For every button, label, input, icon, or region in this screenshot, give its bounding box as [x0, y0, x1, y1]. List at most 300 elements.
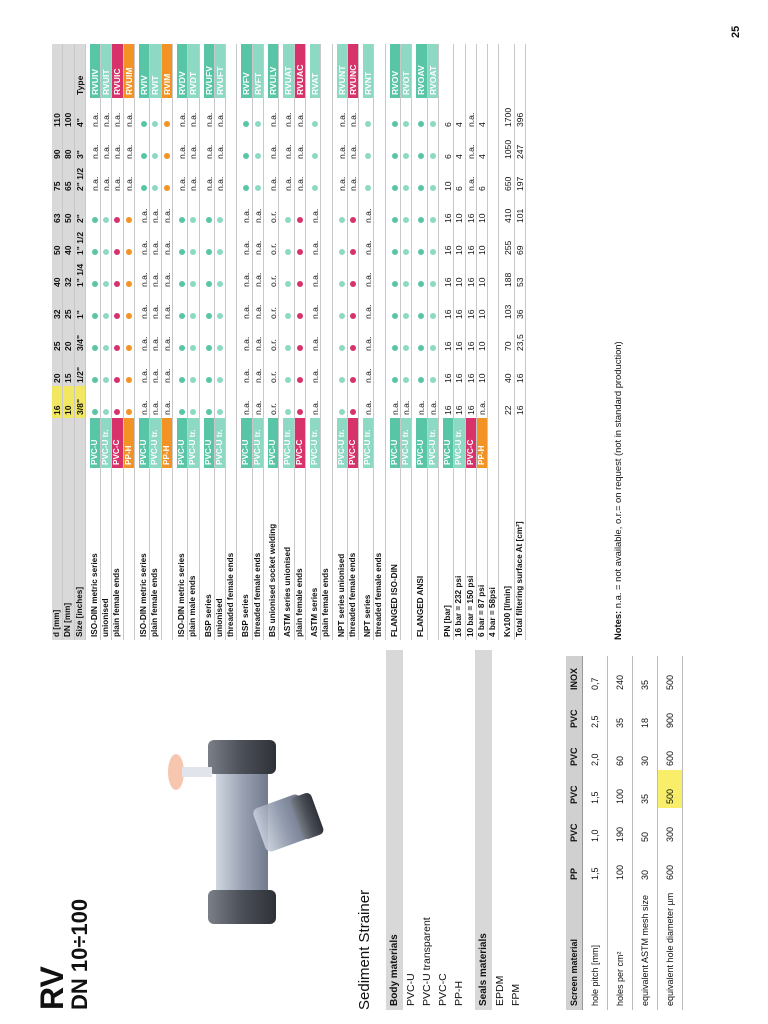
- table-row: [443, 44, 454, 640]
- type-spacer: [321, 44, 332, 98]
- availability-cell: [294, 194, 305, 226]
- availability-cell: [347, 354, 358, 386]
- table-row: [161, 44, 172, 640]
- availability-cell: n.a.: [252, 258, 263, 290]
- screen-cell: 50: [633, 808, 658, 846]
- availability-cell: n.a.: [465, 130, 476, 162]
- availability-cell: 16: [443, 386, 454, 418]
- type-code: RVFT: [252, 44, 263, 98]
- availability-cell: [214, 226, 225, 258]
- availability-cell: [252, 162, 263, 194]
- type-code: RVUIT: [101, 44, 112, 98]
- availability-cell: n.a.: [363, 386, 374, 418]
- type-code: RVOAV: [416, 44, 427, 98]
- availability-dot-icon: [339, 409, 345, 415]
- availability-dot-icon: [92, 281, 98, 287]
- screen-cell: 35: [608, 694, 633, 732]
- availability-cell: [401, 98, 412, 130]
- availability-cell: 10: [454, 194, 465, 226]
- availability-dot-icon: [206, 345, 212, 351]
- availability-cell: n.a.: [465, 162, 476, 194]
- availability-dot-icon: [141, 121, 147, 127]
- availability-dot-icon: [418, 153, 424, 159]
- empty-cell: [488, 226, 499, 258]
- empty-cell: [488, 258, 499, 290]
- availability-dot-icon: [430, 345, 436, 351]
- availability-cell: 16: [454, 290, 465, 322]
- availability-dot-icon: [92, 217, 98, 223]
- table-row: [416, 44, 427, 640]
- availability-dot-icon: [297, 409, 303, 415]
- availability-dot-icon: [190, 345, 196, 351]
- type-spacer: [488, 44, 499, 98]
- availability-dot-icon: [114, 217, 120, 223]
- availability-cell: [101, 194, 112, 226]
- availability-dot-icon: [164, 121, 170, 127]
- availability-cell: [294, 258, 305, 290]
- material-spacer: [226, 418, 237, 468]
- availability-dot-icon: [179, 377, 185, 383]
- availability-dot-icon: [403, 377, 409, 383]
- empty-cell: [321, 194, 332, 226]
- availability-dot-icon: [350, 377, 356, 383]
- availability-dot-icon: [403, 153, 409, 159]
- notes: [612, 341, 623, 640]
- screen-cell: 1,5: [583, 770, 608, 808]
- availability-cell: n.a.: [294, 162, 305, 194]
- body-material-item: PVC-U transparent: [421, 917, 433, 1006]
- table-row: [112, 44, 123, 640]
- type-spacer: [514, 44, 525, 98]
- availability-cell: [337, 226, 348, 258]
- availability-cell: [177, 354, 188, 386]
- availability-cell: [310, 162, 321, 194]
- table-row: [283, 44, 294, 640]
- availability-cell: 16: [443, 226, 454, 258]
- availability-cell: [337, 194, 348, 226]
- availability-cell: 16: [443, 354, 454, 386]
- availability-dot-icon: [164, 185, 170, 191]
- series-description: 6 bar = 87 psi: [476, 468, 487, 640]
- availability-cell: [214, 354, 225, 386]
- availability-cell: n.a.: [241, 354, 252, 386]
- availability-dot-icon: [403, 345, 409, 351]
- availability-dot-icon: [392, 249, 398, 255]
- table-row: [241, 44, 252, 640]
- availability-cell: n.a.: [188, 98, 199, 130]
- surface-row-cell: 53: [514, 258, 525, 290]
- availability-cell: n.a.: [139, 322, 150, 354]
- type-spacer: [226, 44, 237, 98]
- availability-cell: [214, 194, 225, 226]
- availability-cell: [188, 322, 199, 354]
- screen-cell: 60: [608, 732, 633, 770]
- availability-dot-icon: [365, 121, 371, 127]
- availability-dot-icon: [418, 377, 424, 383]
- availability-cell: [123, 322, 134, 354]
- availability-cell: [241, 162, 252, 194]
- type-code: RVULV: [268, 44, 279, 98]
- availability-dot-icon: [103, 377, 109, 383]
- type-code: RVOAT: [427, 44, 438, 98]
- availability-cell: [390, 258, 401, 290]
- availability-cell: n.a.: [139, 194, 150, 226]
- availability-dot-icon: [206, 313, 212, 319]
- availability-cell: [337, 354, 348, 386]
- availability-cell: n.a.: [123, 98, 134, 130]
- availability-cell: n.a.: [161, 386, 172, 418]
- availability-cell: [150, 162, 161, 194]
- availability-cell: [427, 226, 438, 258]
- table-header-row: [63, 44, 74, 640]
- notes-label: Notes:: [612, 610, 623, 640]
- availability-dot-icon: [418, 185, 424, 191]
- header-size-cell: 20: [52, 354, 63, 386]
- series-description: BSP series: [204, 468, 215, 640]
- availability-cell: n.a.: [177, 98, 188, 130]
- availability-cell: [90, 322, 101, 354]
- availability-cell: [401, 258, 412, 290]
- size-range-subtitle: DN 10÷100: [67, 898, 92, 1010]
- empty-cell: [374, 290, 385, 322]
- body-material-tag: PVC-U: [177, 418, 188, 468]
- screen-row-label: equivalent hole diameter µm: [658, 884, 683, 1010]
- availability-cell: [241, 98, 252, 130]
- availability-cell: 4: [454, 130, 465, 162]
- availability-cell: 6: [443, 98, 454, 130]
- body-material-tag: PVC-U tr.: [252, 418, 263, 468]
- series-description: BSP series: [241, 468, 252, 640]
- availability-cell: [416, 322, 427, 354]
- series-description: threaded female ends: [374, 468, 385, 640]
- screen-row: [658, 656, 683, 1010]
- screen-cell: 500: [658, 656, 683, 694]
- availability-dot-icon: [403, 249, 409, 255]
- availability-cell: n.a.: [101, 98, 112, 130]
- availability-dot-icon: [92, 345, 98, 351]
- series-description: threaded female ends: [347, 468, 358, 640]
- material-spacer: [488, 418, 499, 468]
- availability-cell: n.a.: [310, 226, 321, 258]
- table-row: [363, 44, 374, 640]
- header-size-cell: 75: [52, 162, 63, 194]
- availability-cell: n.a.: [112, 162, 123, 194]
- surface-row-cell: 197: [514, 162, 525, 194]
- availability-dot-icon: [92, 313, 98, 319]
- availability-cell: [112, 258, 123, 290]
- availability-cell: n.a.: [204, 162, 215, 194]
- availability-cell: n.a.: [161, 194, 172, 226]
- availability-cell: 16: [454, 322, 465, 354]
- availability-cell: 6: [454, 162, 465, 194]
- availability-cell: n.a.: [283, 130, 294, 162]
- series-description: 10 bar = 150 psi: [465, 468, 476, 640]
- header-type-label: [63, 44, 74, 98]
- availability-dot-icon: [190, 313, 196, 319]
- body-material-tag: PVC-U: [241, 418, 252, 468]
- availability-dot-icon: [114, 313, 120, 319]
- table-row: [476, 44, 487, 640]
- availability-dot-icon: [392, 377, 398, 383]
- screen-header-cell: PVC: [566, 694, 583, 732]
- availability-cell: [112, 290, 123, 322]
- availability-dot-icon: [285, 409, 291, 415]
- availability-cell: [90, 386, 101, 418]
- screen-cell: 900: [658, 694, 683, 732]
- screen-cell: 2,5: [583, 694, 608, 732]
- availability-cell: [252, 130, 263, 162]
- empty-cell: [374, 130, 385, 162]
- availability-dot-icon: [103, 281, 109, 287]
- table-row: [252, 44, 263, 640]
- body-material-tag: PVC-U: [268, 418, 279, 468]
- seal-material-item: FPM: [510, 983, 522, 1006]
- availability-dot-icon: [255, 153, 261, 159]
- empty-cell: [488, 322, 499, 354]
- availability-cell: [401, 322, 412, 354]
- availability-dot-icon: [103, 217, 109, 223]
- availability-cell: [401, 354, 412, 386]
- availability-cell: [337, 290, 348, 322]
- empty-cell: [226, 226, 237, 258]
- availability-dot-icon: [217, 281, 223, 287]
- empty-cell: [226, 290, 237, 322]
- availability-cell: n.a.: [390, 386, 401, 418]
- empty-cell: [321, 322, 332, 354]
- empty-cell: [226, 162, 237, 194]
- availability-cell: [283, 226, 294, 258]
- availability-cell: n.a.: [139, 258, 150, 290]
- empty-cell: [488, 194, 499, 226]
- availability-cell: 16: [465, 322, 476, 354]
- screen-cell: 190: [608, 808, 633, 846]
- empty-cell: [321, 386, 332, 418]
- availability-cell: n.a.: [161, 290, 172, 322]
- availability-cell: [283, 386, 294, 418]
- availability-cell: [337, 258, 348, 290]
- availability-cell: n.a.: [294, 98, 305, 130]
- availability-cell: n.a.: [188, 130, 199, 162]
- availability-cell: n.a.: [241, 194, 252, 226]
- availability-cell: [427, 354, 438, 386]
- availability-cell: [139, 130, 150, 162]
- screen-row: [583, 656, 608, 1010]
- table-row: [204, 44, 215, 640]
- availability-dot-icon: [217, 313, 223, 319]
- availability-cell: [310, 98, 321, 130]
- screen-cell: 100: [608, 846, 633, 884]
- availability-cell: 16: [443, 194, 454, 226]
- type-code: RVIT: [150, 44, 161, 98]
- empty-cell: [374, 162, 385, 194]
- empty-cell: [374, 194, 385, 226]
- availability-dot-icon: [403, 281, 409, 287]
- screen-header-cell: PVC: [566, 770, 583, 808]
- availability-dot-icon: [179, 249, 185, 255]
- availability-cell: [188, 258, 199, 290]
- availability-cell: [90, 354, 101, 386]
- type-code: RVIV: [139, 44, 150, 98]
- availability-dot-icon: [92, 409, 98, 415]
- availability-cell: n.a.: [310, 386, 321, 418]
- availability-dot-icon: [403, 313, 409, 319]
- availability-cell: n.a.: [139, 354, 150, 386]
- availability-cell: [204, 194, 215, 226]
- availability-cell: [390, 162, 401, 194]
- screen-row-label: holes per cm²: [608, 884, 633, 1010]
- type-code: RVUFT: [214, 44, 225, 98]
- availability-cell: [123, 258, 134, 290]
- availability-cell: 10: [476, 226, 487, 258]
- availability-dot-icon: [350, 281, 356, 287]
- availability-dot-icon: [92, 377, 98, 383]
- body-materials-heading: Body materials: [386, 650, 403, 1010]
- availability-cell: [416, 98, 427, 130]
- empty-cell: [488, 130, 499, 162]
- type-code: [454, 44, 465, 98]
- availability-cell: 16: [443, 258, 454, 290]
- availability-cell: [416, 194, 427, 226]
- availability-cell: [363, 130, 374, 162]
- availability-dot-icon: [392, 121, 398, 127]
- type-code: RVUIC: [112, 44, 123, 98]
- series-description: [427, 468, 438, 640]
- surface-row-cell: 396: [514, 98, 525, 130]
- availability-cell: o.r.: [268, 226, 279, 258]
- screen-cell: 2,0: [583, 732, 608, 770]
- header-size-cell: 25: [52, 322, 63, 354]
- availability-cell: n.a.: [310, 322, 321, 354]
- screen-cell: 1,5: [583, 846, 608, 884]
- availability-cell: n.a.: [101, 162, 112, 194]
- kv-row-cell: 22: [503, 386, 514, 418]
- availability-cell: [101, 226, 112, 258]
- body-material-tag: PVC-C: [465, 418, 476, 468]
- availability-dot-icon: [312, 153, 318, 159]
- availability-dot-icon: [103, 409, 109, 415]
- availability-cell: [337, 386, 348, 418]
- availability-cell: [188, 290, 199, 322]
- availability-cell: [112, 194, 123, 226]
- availability-cell: [204, 354, 215, 386]
- availability-cell: n.a.: [363, 322, 374, 354]
- surface-row-cell: 23,5: [514, 322, 525, 354]
- availability-cell: [283, 322, 294, 354]
- availability-dot-icon: [297, 313, 303, 319]
- header-spacer: [52, 418, 63, 468]
- availability-dot-icon: [179, 345, 185, 351]
- body-material-tag: PVC-U tr.: [401, 418, 412, 468]
- materials-panel: [380, 650, 524, 1010]
- material-spacer: [374, 418, 385, 468]
- availability-cell: [416, 130, 427, 162]
- type-code: RVUNC: [347, 44, 358, 98]
- availability-cell: n.a.: [363, 226, 374, 258]
- availability-cell: 16: [465, 258, 476, 290]
- availability-cell: [390, 354, 401, 386]
- header-label: d [mm]: [52, 468, 63, 640]
- surface-row-cell: 16: [514, 386, 525, 418]
- availability-cell: [123, 354, 134, 386]
- availability-dot-icon: [217, 345, 223, 351]
- availability-cell: n.a.: [204, 98, 215, 130]
- availability-dot-icon: [217, 249, 223, 255]
- header-size-cell: 3/4": [74, 322, 85, 354]
- header-size-cell: 16: [52, 386, 63, 418]
- body-material-tag: PVC-C: [347, 418, 358, 468]
- header-size-cell: 50: [63, 194, 74, 226]
- availability-dot-icon: [350, 249, 356, 255]
- availability-cell: [188, 226, 199, 258]
- availability-cell: 16: [443, 290, 454, 322]
- body-material-tag: PVC-U tr.: [150, 418, 161, 468]
- availability-cell: [347, 226, 358, 258]
- availability-cell: [90, 226, 101, 258]
- body-material-tag: PVC-U tr.: [101, 418, 112, 468]
- availability-cell: o.r.: [268, 290, 279, 322]
- availability-cell: [427, 290, 438, 322]
- availability-dot-icon: [403, 121, 409, 127]
- header-type-label: Type: [74, 44, 85, 98]
- availability-cell: 10: [476, 322, 487, 354]
- availability-cell: [101, 322, 112, 354]
- availability-dot-icon: [206, 409, 212, 415]
- availability-cell: n.a.: [241, 290, 252, 322]
- availability-cell: n.a.: [139, 290, 150, 322]
- type-code: RVOV: [390, 44, 401, 98]
- series-description: PN [bar]: [443, 468, 454, 640]
- table-row: [226, 44, 237, 640]
- availability-dot-icon: [179, 217, 185, 223]
- header-size-cell: 1/2": [74, 354, 85, 386]
- kv-row-cell: 103: [503, 290, 514, 322]
- body-material-tag: PVC-U tr.: [337, 418, 348, 468]
- availability-cell: n.a.: [283, 98, 294, 130]
- availability-cell: [294, 290, 305, 322]
- body-material-tag: PVC-U tr.: [283, 418, 294, 468]
- availability-cell: [416, 290, 427, 322]
- header-size-cell: 1" 1/2: [74, 226, 85, 258]
- availability-cell: n.a.: [310, 194, 321, 226]
- surface-row-label: Total filtering surface At [cm²]: [514, 418, 525, 640]
- availability-dot-icon: [255, 121, 261, 127]
- availability-dot-icon: [92, 249, 98, 255]
- body-material-tag: PVC-C: [112, 418, 123, 468]
- availability-cell: 16: [465, 226, 476, 258]
- surface-row-cell: 16: [514, 354, 525, 386]
- availability-cell: n.a.: [123, 162, 134, 194]
- table-row: [310, 44, 321, 640]
- availability-cell: [347, 258, 358, 290]
- availability-cell: n.a.: [161, 354, 172, 386]
- availability-dot-icon: [312, 185, 318, 191]
- availability-dot-icon: [339, 313, 345, 319]
- screen-cell: 30: [633, 732, 658, 770]
- availability-cell: 4: [454, 98, 465, 130]
- type-code: RVDT: [188, 44, 199, 98]
- table-row: [188, 44, 199, 640]
- header-size-cell: 110: [52, 98, 63, 130]
- page-number: 25: [730, 25, 742, 38]
- availability-cell: n.a.: [294, 130, 305, 162]
- availability-dot-icon: [243, 153, 249, 159]
- series-description: threaded female ends: [226, 468, 237, 640]
- body-material-tag: PVC-U tr.: [427, 418, 438, 468]
- availability-dot-icon: [114, 281, 120, 287]
- availability-cell: [112, 354, 123, 386]
- availability-cell: n.a.: [241, 258, 252, 290]
- empty-cell: [488, 386, 499, 418]
